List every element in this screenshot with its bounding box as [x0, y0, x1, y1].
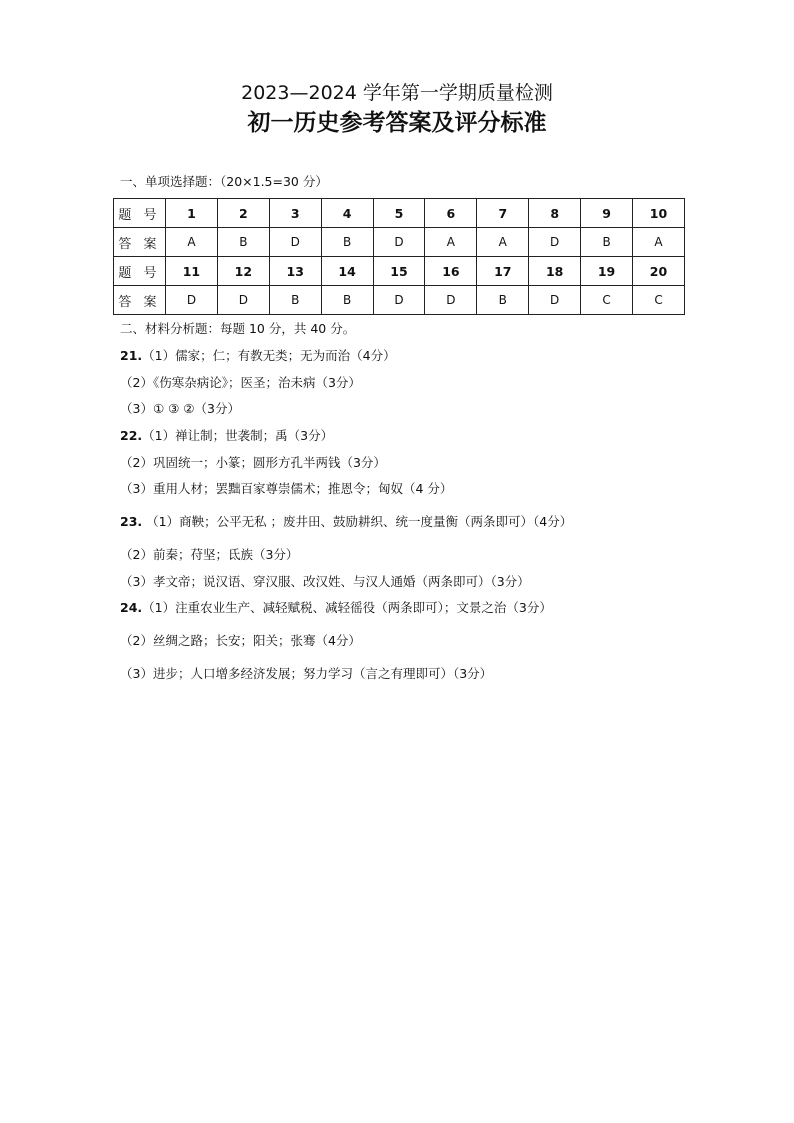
row-label-answer: 答 案: [114, 228, 166, 257]
question-label: 23.: [120, 514, 143, 529]
table-row: [114, 257, 685, 286]
answer-cell: C: [633, 286, 685, 315]
answer-line: [120, 374, 361, 392]
answer-cell: B: [477, 286, 529, 315]
answer-line: [120, 480, 452, 498]
answer-text: （1）商鞅；公平无私 ；废井田、鼓励耕织、统一度量衡（两条即可）（4分）: [142, 514, 573, 529]
section-2-heading: 二、材料分析题：每题 10 分，共 40 分。: [120, 321, 356, 336]
row-label-number: 题 号: [114, 257, 166, 286]
answer-text: （2）《伤寒杂病论》；医圣；治未病（3分）: [120, 375, 361, 390]
answer-cell: A: [425, 228, 477, 257]
answer-text: （1）儒家；仁；有教无类；无为而治（4分）: [142, 348, 396, 363]
question-number: 10: [633, 199, 685, 228]
answer-text: （3）进步；人口增多经济发展；努力学习（言之有理即可）（3分）: [120, 666, 493, 681]
answer-line: [120, 546, 298, 564]
answer-cell: D: [217, 286, 269, 315]
question-label: 22.: [120, 428, 143, 443]
question-number: 15: [373, 257, 425, 286]
answer-cell: A: [166, 228, 218, 257]
table-row: [114, 199, 685, 228]
answer-cell: D: [373, 228, 425, 257]
answer-cell: C: [581, 286, 633, 315]
answer-cell: D: [269, 228, 321, 257]
question-number: 2: [217, 199, 269, 228]
answer-cell: B: [321, 286, 373, 315]
answer-table: [113, 198, 685, 315]
answer-line: [120, 513, 572, 531]
answer-line: [120, 632, 361, 650]
question-number: 8: [529, 199, 581, 228]
answer-text: （3）① ③ ②（3分）: [120, 401, 240, 416]
answer-text: （1）禅让制；世袭制；禹（3分）: [142, 428, 334, 443]
question-number: 4: [321, 199, 373, 228]
question-number: 5: [373, 199, 425, 228]
question-number: 11: [166, 257, 218, 286]
row-label-answer: 答 案: [114, 286, 166, 315]
question-label: 24.: [120, 600, 143, 615]
section-1-heading: 一、单项选择题：（20×1.5=30 分）: [120, 174, 328, 189]
answer-cell: B: [217, 228, 269, 257]
answer-cell: B: [269, 286, 321, 315]
answer-text: （2）丝绸之路；长安；阳关；张骞（4分）: [120, 633, 361, 648]
question-number: 1: [166, 199, 218, 228]
question-number: 12: [217, 257, 269, 286]
answer-line: [120, 347, 396, 365]
answer-cell: B: [581, 228, 633, 257]
question-number: 20: [633, 257, 685, 286]
document-title: 2023—2024 学年第一学期质量检测: [241, 82, 553, 104]
question-label: 21.: [120, 348, 143, 363]
answer-cell: A: [477, 228, 529, 257]
answer-line: [120, 427, 333, 445]
question-number: 7: [477, 199, 529, 228]
question-number: 9: [581, 199, 633, 228]
answer-cell: D: [529, 286, 581, 315]
answer-line: [120, 599, 552, 617]
answer-cell: D: [529, 228, 581, 257]
question-number: 18: [529, 257, 581, 286]
answer-cell: A: [633, 228, 685, 257]
answer-line: [120, 400, 240, 418]
answer-line: [120, 573, 530, 591]
answer-cell: D: [166, 286, 218, 315]
question-number: 19: [581, 257, 633, 286]
answer-line: [120, 454, 386, 472]
question-number: 13: [269, 257, 321, 286]
answer-text: （2）巩固统一；小篆；圆形方孔半两钱（3分）: [120, 455, 386, 470]
question-number: 3: [269, 199, 321, 228]
question-number: 6: [425, 199, 477, 228]
answer-cell: D: [425, 286, 477, 315]
answer-text: （3）重用人材；罢黜百家尊崇儒术；推恩令；匈奴（4 分）: [120, 481, 453, 496]
table-row: [114, 228, 685, 257]
question-number: 16: [425, 257, 477, 286]
document-subtitle: 初一历史参考答案及评分标准: [247, 110, 547, 136]
answer-text: （1）注重农业生产、减轻赋税、减轻徭役（两条即可）；文景之治（3分）: [142, 600, 552, 615]
answer-text: （3）孝文帝；说汉语、穿汉服、改汉姓、与汉人通婚（两条即可）（3分）: [120, 574, 530, 589]
answer-line: [120, 665, 492, 683]
question-number: 17: [477, 257, 529, 286]
answer-text: （2）前秦；苻坚；氐族（3分）: [120, 547, 299, 562]
table-row: [114, 286, 685, 315]
answer-cell: B: [321, 228, 373, 257]
row-label-number: 题 号: [114, 199, 166, 228]
answer-cell: D: [373, 286, 425, 315]
question-number: 14: [321, 257, 373, 286]
